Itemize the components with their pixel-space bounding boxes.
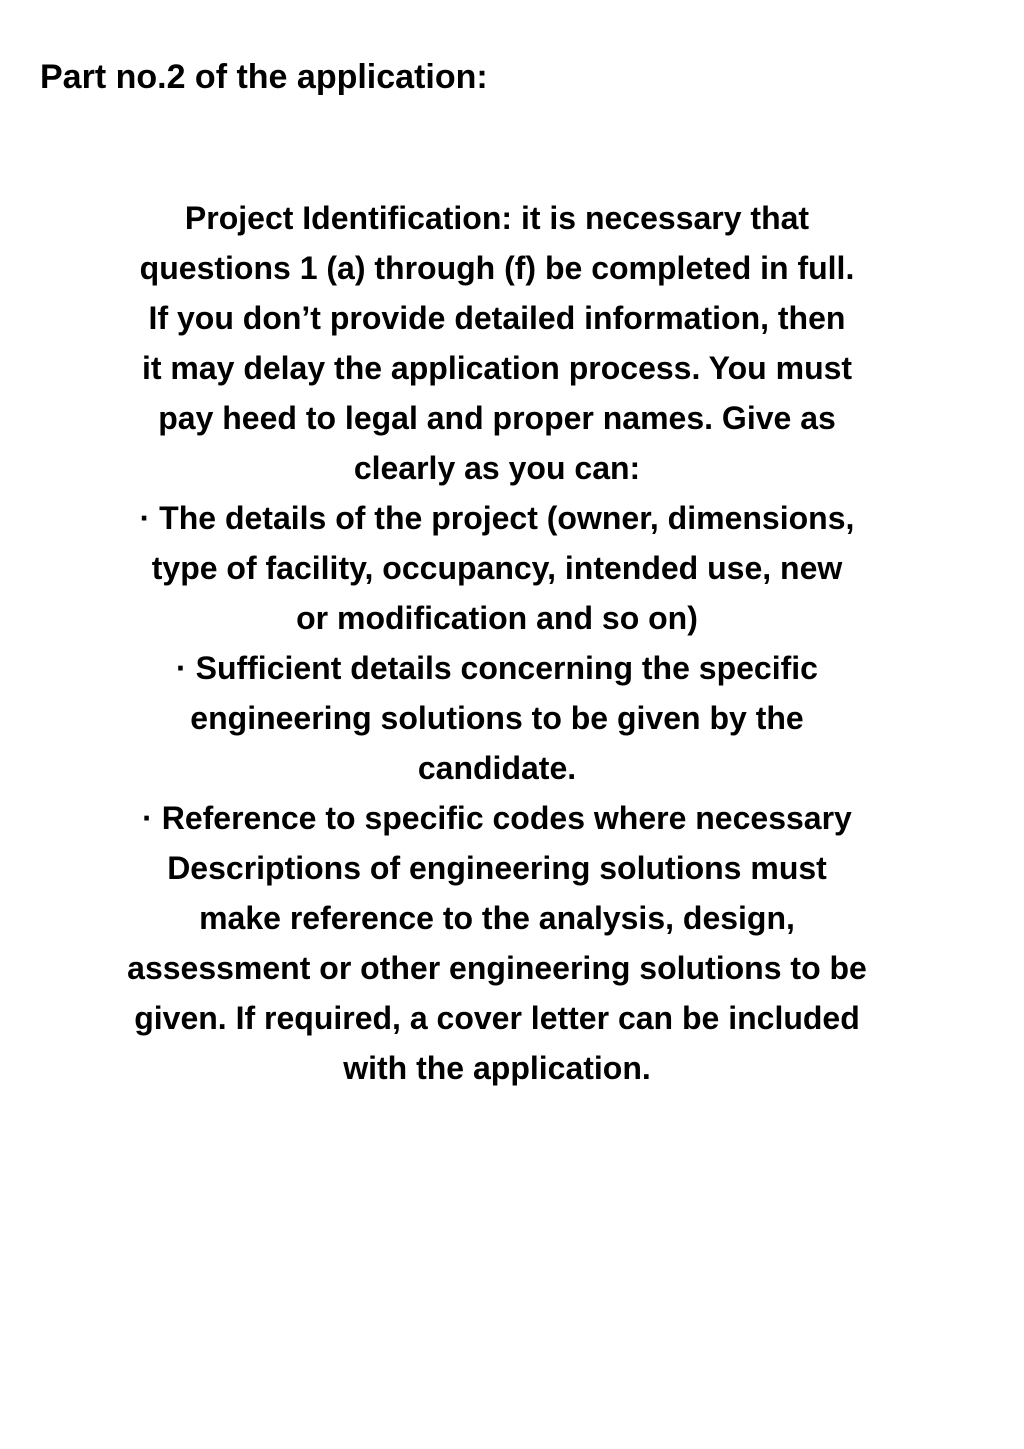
text-line: make reference to the analysis, design, xyxy=(199,900,795,936)
text-line: type of facility, occupancy, intended use, new xyxy=(151,550,843,586)
text-line: engineering solutions to be given by the xyxy=(190,700,804,736)
text-line: assessment or other engineering solutions to be xyxy=(127,950,867,986)
bullet-line: · The details of the project (owner, dimensions, xyxy=(139,500,855,536)
text-line: clearly as you can: xyxy=(353,450,641,486)
text-line: candidate. xyxy=(417,750,577,786)
text-line: given. If required, a cover letter can be included xyxy=(134,1000,860,1036)
text-line: Project Identification: it is necessary that xyxy=(184,200,810,236)
text-line: it may delay the application process. You must xyxy=(141,350,853,386)
text-line: If you don’t provide detailed information, then xyxy=(148,300,846,336)
bullet-line: · Sufficient details concerning the specific xyxy=(176,650,818,686)
page-heading: Part no.2 of the application: xyxy=(40,58,488,96)
bullet-line: · Reference to specific codes where necessary xyxy=(142,800,852,836)
text-line: pay heed to legal and proper names. Give as xyxy=(158,400,836,436)
text-line: questions 1 (a) through (f) be completed in full. xyxy=(139,250,855,286)
text-line: or modification and so on) xyxy=(296,600,698,636)
instructions-text xyxy=(62,193,932,1093)
text-line: with the application. xyxy=(343,1050,651,1086)
text-line: Descriptions of engineering solutions must xyxy=(167,850,827,886)
